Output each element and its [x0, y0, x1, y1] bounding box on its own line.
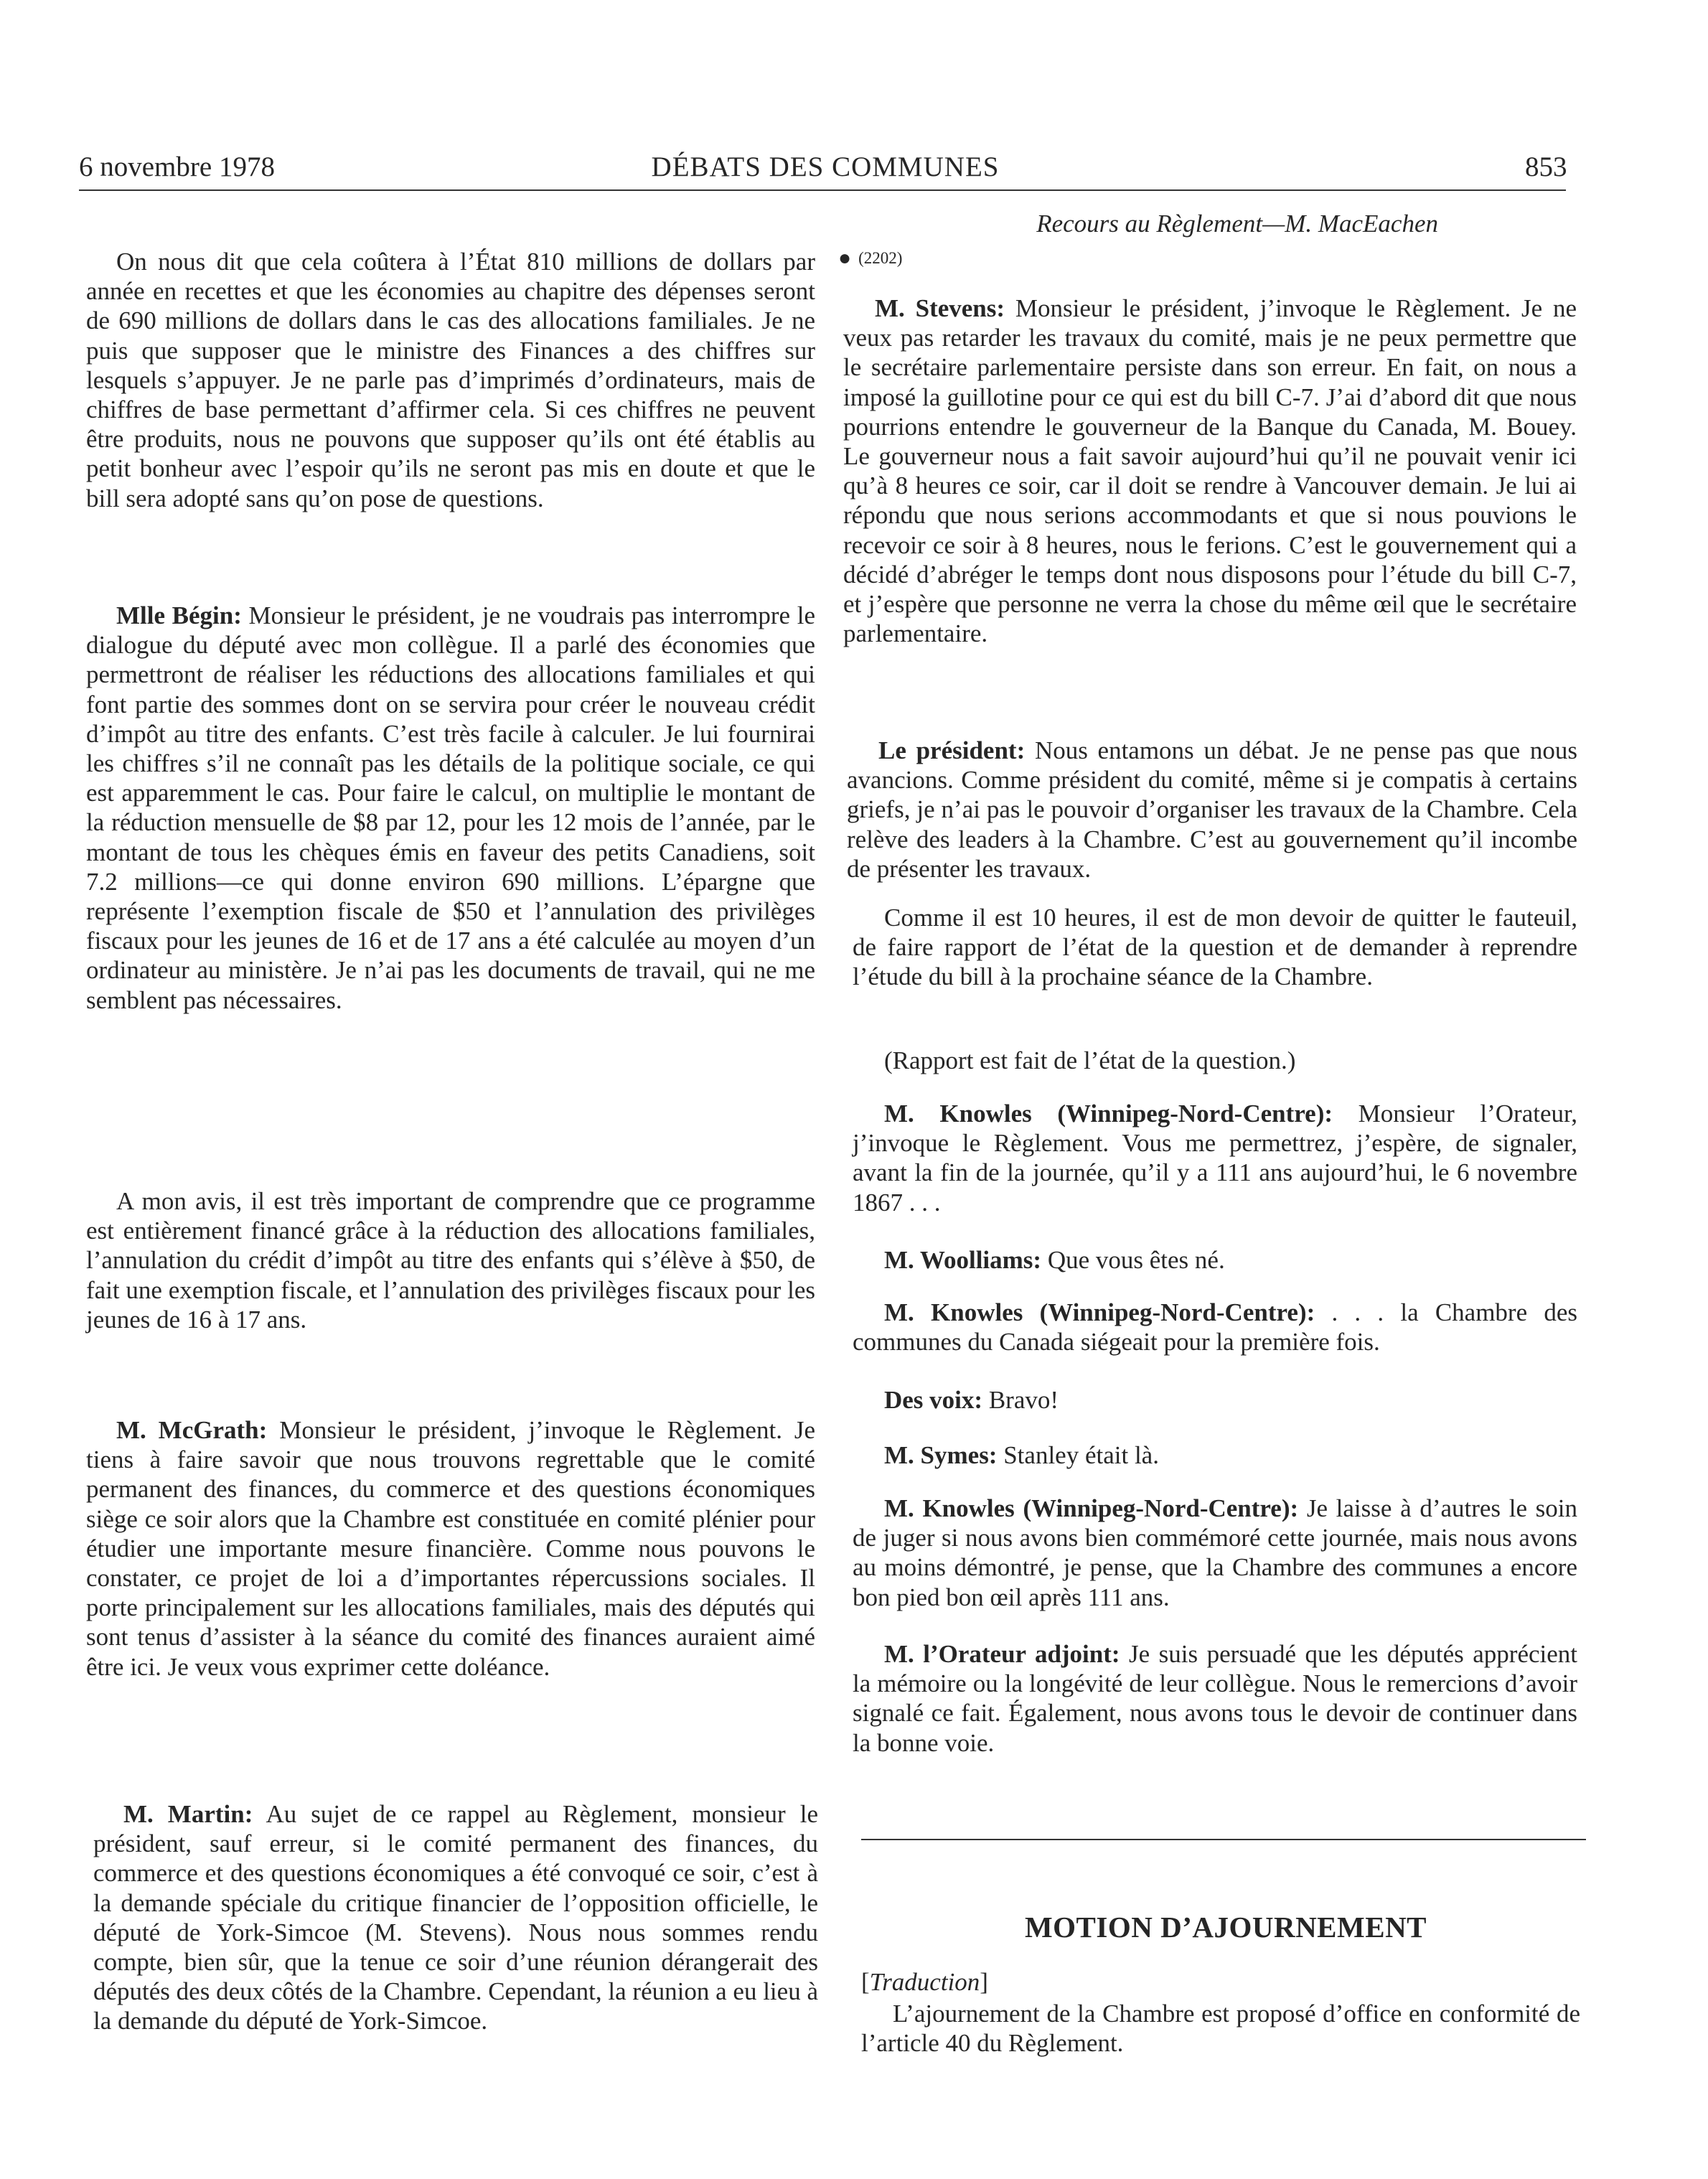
- paragraph-left-4: [86, 1415, 815, 1682]
- paragraph-text: . . . la Chambre des communes du Canada siégeait pour la première fois.: [853, 1298, 1577, 1356]
- header-date: 6 novembre 1978: [79, 151, 275, 182]
- paragraph-right-11: [853, 1639, 1577, 1758]
- time-marker: [838, 248, 902, 269]
- paragraph-right-7: [853, 1298, 1577, 1356]
- speaker-name: M. Woolliams:: [884, 1246, 1042, 1274]
- paragraph-left-1: [86, 247, 815, 513]
- running-title: Recours au Règlement—M. MacEachen: [1036, 210, 1438, 238]
- paragraph-text: Monsieur l’Orateur, j’invoque le Règlement. Vous me permettrez, j’espère, de signaler, avant la fin de la journée, qu’il y a 111 ans aujourd’hui, le 6 novembre 1867 . . .: [853, 1100, 1577, 1217]
- section-title: MOTION D’AJOURNEMENT: [1024, 1911, 1427, 1944]
- bullet-icon: ●: [838, 246, 852, 270]
- paragraph-right-3: [853, 903, 1577, 992]
- translation-note: [Traduction]: [861, 1968, 988, 1996]
- paragraph-right-10: [853, 1494, 1577, 1612]
- speaker-name: M. Symes:: [884, 1441, 998, 1469]
- paragraph-text: L’ajournement de la Chambre est proposé d’office en conformité de l’article 40 du Règlement.: [861, 2000, 1580, 2058]
- paragraph-text: Je laisse à d’autres le soin de juger si nous avons bien commémoré cette journée, mais nous avons au moins démontré, je pense, que la Chambre des communes a encore bon pied bon œil après 111 ans.: [853, 1494, 1578, 1611]
- paragraph-text: Je suis persuadé que les députés apprécient la mémoire ou la longévité de leur collègue. Nous le remercions d’avoir signalé ce fait. Également, nous avons tous le devoir de continuer dans la bonne voie.: [853, 1640, 1577, 1757]
- section-rule: [861, 1839, 1586, 1840]
- paragraph-text: Monsieur le président, je ne voudrais pas interrompre le dialogue du député avec mon collègue. Il a parlé des économies que permettront de réaliser les réductions des allocations familiales et qui font partie des sommes dont on se servira pour créer le nouveau crédit d’impôt au titre des enfants. C’est très facile à calculer. Je lui fournirai les chiffres s’il ne connaît pas les détails de la politique sociale, ce qui est apparemment le cas. Pour faire le calcul, on multiplie le montant de la réduction mensuelle de $8 par 12, pour les 12 mois de l’année, par le montant de tous les chèques émis en faveur des petits Canadiens, soit 7.2 millions—ce qui donne environ 690 millions. L’épargne que représente l’exemption fiscale de $50 et l’annulation des privilèges fiscaux pour les jeunes de 16 et de 17 ans a été calculée au moyen d’un ordinateur au ministère. Je n’ai pas les documents de travail, qui ne me semblent pas nécessaires.: [86, 601, 815, 1014]
- speaker-name: M. Stevens:: [875, 294, 1005, 322]
- paragraph-left-3: [86, 1186, 815, 1334]
- header-rule: [79, 189, 1566, 191]
- speaker-name: M. Knowles (Winnipeg-Nord-Centre):: [884, 1298, 1315, 1326]
- paragraph-right-8: [853, 1385, 1577, 1415]
- speaker-name: Des voix:: [884, 1386, 983, 1414]
- paragraph-text: Nous entamons un débat. Je ne pense pas que nous avancions. Comme président du comité, même si je compatis à certains griefs, je n’ai pas le pouvoir d’organiser les travaux de la Chambre. Cela relève des leaders à la Chambre. C’est au gouvernement qu’il incombe de présenter les travaux.: [847, 736, 1577, 883]
- paragraph-right-4: [853, 1046, 1577, 1075]
- paragraph-text: Monsieur le président, j’invoque le Règlement. Je tiens à faire savoir que nous trouvons regrettable que le comité permanent des finances, du commerce et des questions économiques siège ce soir alors que la Chambre est constituée en comité plénier pour étudier une importante mesure financière. Comme nous pouvons le constater, ce projet de loi a d’importantes répercussions sociales. Il porte principalement sur les allocations familiales, mais des députés qui sont tenus d’assister à la séance du comité des finances auraient aimé être ici. Je veux vous exprimer cette doléance.: [86, 1416, 815, 1681]
- translation-note-text: Traduction: [869, 1968, 980, 1996]
- paragraph-right-1: [843, 294, 1577, 648]
- paragraph-text: Comme il est 10 heures, il est de mon devoir de quitter le fauteuil, de faire rapport de l’état de la question et de demander à reprendre l’étude du bill à la prochaine séance de la Chambre.: [853, 904, 1577, 991]
- time-marker-text: (2202): [858, 249, 903, 267]
- paragraph-right-9: [853, 1440, 1577, 1470]
- speaker-name: M. Martin:: [123, 1800, 253, 1828]
- paragraph-text: (Rapport est fait de l’état de la question.): [884, 1046, 1296, 1074]
- paragraph-text: Monsieur le président, j’invoque le Règlement. Je ne veux pas retarder les travaux du comité, mais je ne peux permettre que le secrétaire parlementaire persiste dans son erreur. En fait, on nous a imposé la guillotine pour ce qui est du bill C-7. J’ai d’abord dit que nous pourrions entendre le gouverneur de la Banque du Canada, M. Bouey. Le gouverneur nous a fait savoir aujourd’hui qu’il ne pouvait venir ici qu’à 8 heures ce soir, car il doit se rendre à Vancouver demain. Je lui ai répondu que nous serions accommodants et que si nous pouvions le recevoir ce soir à 8 heures, nous le ferions. C’est le gouvernement qui a décidé d’abréger le temps dont nous disposons pour l’étude du bill C-7, et j’espère que personne ne verra la chose du même œil que le secrétaire parlementaire.: [843, 294, 1577, 648]
- speaker-name: M. l’Orateur adjoint:: [884, 1640, 1120, 1668]
- speaker-name: M. McGrath:: [116, 1416, 268, 1444]
- paragraph-text: Que vous êtes né.: [1047, 1246, 1225, 1274]
- paragraph-right-5: [853, 1099, 1577, 1217]
- speaker-name: M. Knowles (Winnipeg-Nord-Centre):: [884, 1494, 1299, 1522]
- speaker-name: M. Knowles (Winnipeg-Nord-Centre):: [884, 1100, 1333, 1128]
- speaker-name: Le président:: [878, 736, 1026, 764]
- page-number: 853: [1525, 151, 1567, 182]
- paragraph-text: Au sujet de ce rappel au Règlement, monsieur le président, sauf erreur, si le comité permanent des finances, du commerce et des questions économiques a été convoqué ce soir, c’est à la demande spéciale du critique financier de l’opposition officielle, le député de York-Simcoe (M. Stevens). Nous nous sommes rendu compte, bien sûr, que la tenue ce soir d’une réunion dérangerait des députés des deux côtés de la Chambre. Cependant, la réunion a eu lieu à la demande du député de York-Simcoe.: [93, 1800, 818, 2035]
- paragraph-right-6: [853, 1245, 1577, 1275]
- paragraph-left-2: [86, 601, 815, 1015]
- paragraph-text: Bravo!: [988, 1386, 1059, 1414]
- speaker-name: Mlle Bégin:: [116, 601, 242, 629]
- header-title: DÉBATS DES COMMUNES: [651, 151, 1000, 182]
- paragraph-right-2: [847, 736, 1577, 884]
- paragraph-text: On nous dit que cela coûtera à l’État 810 millions de dollars par année en recettes et que les économies au chapitre des dépenses seront de 690 millions de dollars dans le cas des allocations familiales. Je ne puis que supposer que le ministre des Finances a des chiffres sur lesquels s’appuyer. Je ne parle pas d’imprimés d’ordinateurs, mais de chiffres de base permettant d’affirmer cela. Si ces chiffres ne peuvent être produits, nous ne pouvons que supposer qu’ils ont été établis au petit bonheur avec l’espoir qu’ils ne seront pas mis en doute et que le bill sera adopté sans qu’on pose de questions.: [86, 248, 815, 512]
- section-paragraph: [861, 1999, 1580, 2058]
- paragraph-text: A mon avis, il est très important de comprendre que ce programme est entièrement financé grâce à la réduction des allocations familiales, l’annulation du crédit d’impôt au titre des enfants qui s’élève à $50, de fait une exemption fiscale, et l’annulation des privilèges fiscaux pour les jeunes de 16 à 17 ans.: [86, 1187, 815, 1334]
- paragraph-left-5: [93, 1799, 818, 2036]
- paragraph-text: Stanley était là.: [1003, 1441, 1159, 1469]
